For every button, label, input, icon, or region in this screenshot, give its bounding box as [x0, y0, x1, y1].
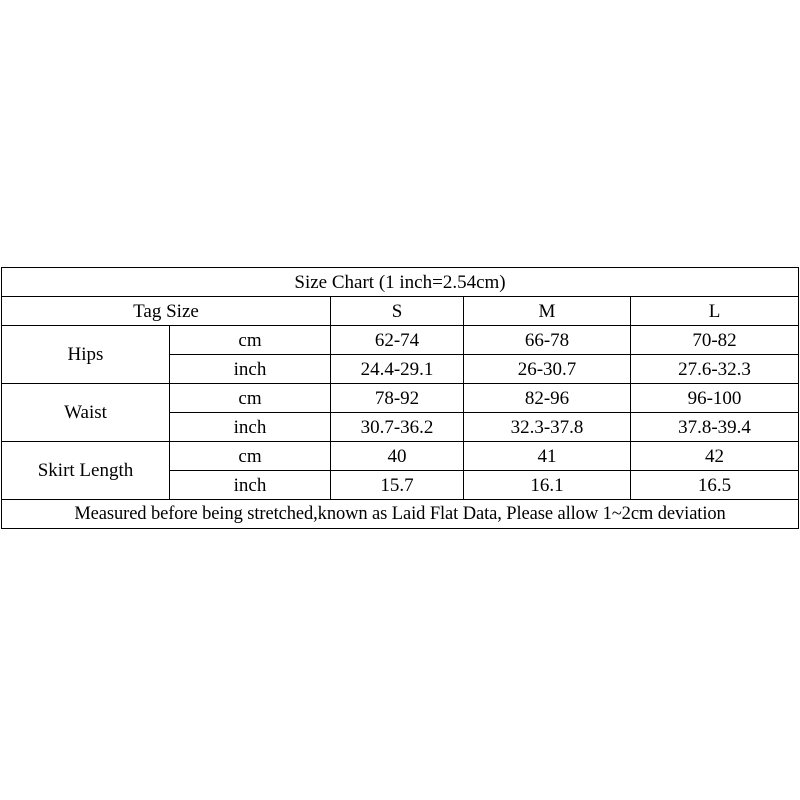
tag-size-header: Tag Size	[2, 297, 331, 326]
unit-inch-label: inch	[170, 413, 331, 442]
size-chart-table	[1, 267, 799, 529]
waist-label: Waist	[2, 384, 170, 442]
skirt-length-inch-s: 15.7	[331, 471, 464, 500]
size-header-s: S	[331, 297, 464, 326]
unit-cm-label: cm	[170, 384, 331, 413]
skirt-length-cm-l: 42	[631, 442, 799, 471]
footnote-row	[2, 500, 799, 529]
hips-inch-l: 27.6-32.3	[631, 355, 799, 384]
skirt-length-cm-m: 41	[464, 442, 631, 471]
skirt-length-inch-m: 16.1	[464, 471, 631, 500]
waist-cm-s: 78-92	[331, 384, 464, 413]
hips-inch-s: 24.4-29.1	[331, 355, 464, 384]
footnote: Measured before being stretched,known as Laid Flat Data, Please allow 1~2cm deviation	[2, 500, 799, 529]
hips-cm-row	[2, 326, 799, 355]
skirt-length-label: Skirt Length	[2, 442, 170, 500]
waist-cm-m: 82-96	[464, 384, 631, 413]
hips-cm-s: 62-74	[331, 326, 464, 355]
size-header-m: M	[464, 297, 631, 326]
skirt-length-cm-s: 40	[331, 442, 464, 471]
skirt-length-cm-row	[2, 442, 799, 471]
waist-cm-l: 96-100	[631, 384, 799, 413]
title-row	[2, 268, 799, 297]
unit-inch-label: inch	[170, 355, 331, 384]
header-row	[2, 297, 799, 326]
size-header-l: L	[631, 297, 799, 326]
waist-cm-row	[2, 384, 799, 413]
hips-inch-m: 26-30.7	[464, 355, 631, 384]
hips-cm-m: 66-78	[464, 326, 631, 355]
hips-label: Hips	[2, 326, 170, 384]
skirt-length-inch-l: 16.5	[631, 471, 799, 500]
unit-inch-label: inch	[170, 471, 331, 500]
unit-cm-label: cm	[170, 326, 331, 355]
chart-title: Size Chart (1 inch=2.54cm)	[2, 268, 799, 297]
waist-inch-l: 37.8-39.4	[631, 413, 799, 442]
waist-inch-m: 32.3-37.8	[464, 413, 631, 442]
unit-cm-label: cm	[170, 442, 331, 471]
waist-inch-s: 30.7-36.2	[331, 413, 464, 442]
hips-cm-l: 70-82	[631, 326, 799, 355]
